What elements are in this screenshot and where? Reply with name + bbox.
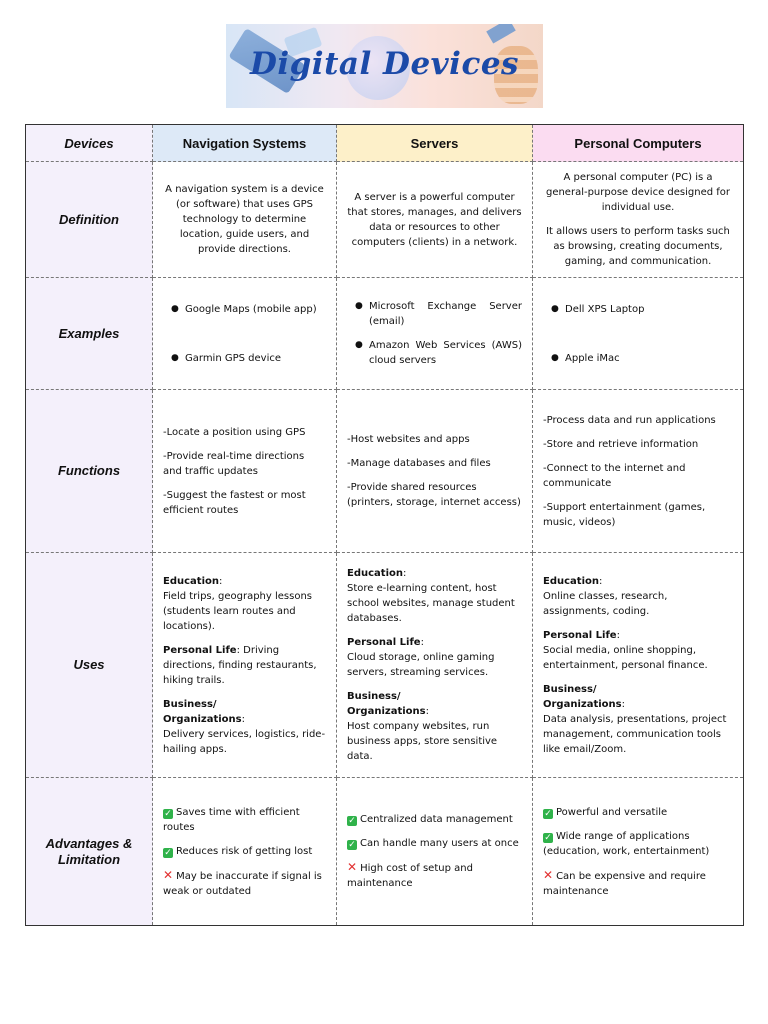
definition-nav-text: A navigation system is a device (or software) that uses GPS technology to determine location, guide users, and provide directions. [165,184,324,255]
list-item: ● Amazon Web Services (AWS) cloud servers [347,338,522,368]
pro-text: Powerful and versatile [556,806,668,818]
check-icon: ✓ [164,808,172,819]
functions-pc [533,390,744,553]
list-item: -Provide shared resources (printers, storage, internet access) [347,482,521,508]
definition-pc-text-2: It allows users to perform tasks such as browsing, creating documents, gaming, and communication. [546,226,730,267]
con-text: High cost of setup and maintenance [347,863,473,889]
uses-label: Personal Life [347,637,421,648]
examples-servers [337,278,533,390]
list-item: -Provide real-time directions and traffic updates [163,450,305,477]
cross-icon: ✕ [543,867,554,882]
pro-text: Can handle many users at once [360,838,519,849]
uses-label: Education [543,575,599,587]
row-label-uses: Uses [26,553,153,778]
uses-nav: Education: Field trips, geography lessons (students learn routes and locations). Personal Life: Driving directions, finding restaurants, hiking trails. Business/ Organizations: Delivery services, logistics, ride-hailing apps. [153,553,337,778]
list-item: ● Microsoft Exchange Server (email) [347,299,522,329]
definition-nav [153,162,337,278]
con-text: May be inaccurate if signal is weak or outdated [163,870,322,897]
functions-servers [337,390,533,553]
uses-label: Personal Life [543,629,617,641]
list-item: -Locate a position using GPS [163,426,306,438]
list-item: -Store and retrieve information [543,438,699,450]
uses-text: Host company websites, run business apps, store sensitive data. [347,721,498,762]
list-item: ● Dell XPS Laptop [543,302,733,317]
header-servers: Servers [337,125,533,162]
page-title: Digital Devices [249,46,520,82]
advantages-pc [533,778,744,926]
uses-pc: Education: Online classes, research, assignments, coding. Personal Life: Social media, online shopping, entertainment, personal finance. Business/ Organizations: Data analysis, presentations, project management, communication tools like email/Zoom. [533,553,744,778]
row-label-advantages [26,778,153,926]
pro-text: Reduces risk of getting lost [176,845,313,857]
examples-pc [533,278,744,390]
definition-pc [533,162,744,278]
check-icon: ✓ [544,808,552,819]
definition-servers [337,162,533,278]
uses-text: Online classes, research, assignments, coding. [543,590,668,617]
list-item: ● Garmin GPS device [163,351,326,366]
advantages-servers [337,778,533,926]
row-label-definition: Definition [26,162,153,278]
list-item: ● Google Maps (mobile app) [163,302,326,317]
list-item: -Process data and run applications [543,414,716,426]
row-label-functions: Functions [26,390,153,553]
list-item: -Manage databases and files [347,458,491,469]
header-personal-computers: Personal Computers [533,125,744,162]
cross-icon: ✕ [163,867,174,882]
uses-text: Social media, online shopping, entertainment, personal finance. [543,644,708,671]
uses-label: Business/ [347,691,401,702]
uses-label: Personal Life [163,644,237,656]
uses-label: Organizations [347,706,426,717]
uses-servers: Education: Store e-learning content, host school websites, manage student databases. Personal Life: Cloud storage, online gaming servers, streaming services. Business/ Organizations: Host company websites, run business apps, store sensitive data. [337,553,533,778]
con-text: Can be expensive and require maintenance [543,870,706,897]
header-navigation-systems: Navigation Systems [153,125,337,162]
uses-label: Business/ [163,698,217,710]
uses-text: Field trips, geography lessons (students learn routes and locations). [163,590,312,632]
uses-text: Data analysis, presentations, project management, communication tools like email/Zoom. [543,713,727,755]
uses-label: Education [163,575,219,587]
check-icon: ✓ [544,832,552,843]
definition-servers-text: A server is a powerful computer that stores, manages, and delivers data or resources to other computers (clients) in a network. [347,191,522,248]
uses-label: Education [347,568,403,579]
title-banner [226,24,543,108]
list-item: -Connect to the internet and communicate [543,462,686,489]
row-label-examples: Examples [26,278,153,390]
uses-label: Organizations [163,713,242,725]
check-icon: ✓ [348,816,356,826]
definition-pc-text-1: A personal computer (PC) is a general-purpose device designed for individual use. [545,172,731,213]
uses-text: Delivery services, logistics, ride-hailing apps. [163,728,326,755]
devices-table [25,124,744,926]
decor-shape [486,24,516,44]
list-item: -Suggest the fastest or most efficient routes [163,489,306,516]
list-item: ● Apple iMac [543,351,733,366]
header-devices: Devices [26,125,153,162]
cross-icon: ✕ [347,860,358,874]
check-icon: ✓ [164,847,172,858]
uses-label: Organizations [543,698,622,710]
row-label-line: Advantages & [45,835,133,851]
functions-nav [153,390,337,553]
uses-label: Business/ [543,683,597,695]
pro-text: Saves time with efficient routes [163,806,300,833]
examples-nav [153,278,337,390]
check-icon: ✓ [348,840,356,850]
row-label-line: Limitation [57,851,121,867]
pro-text: Centralized data management [360,814,513,825]
list-item: -Host websites and apps [347,434,470,445]
uses-text: Cloud storage, online gaming servers, streaming services. [347,652,495,678]
list-item: -Support entertainment (games, music, videos) [543,501,706,528]
pro-text: Wide range of applications (education, work, entertainment) [543,830,710,857]
uses-text: Store e-learning content, host school websites, manage student databases. [347,583,515,624]
advantages-nav [153,778,337,926]
uses-text: Driving directions, finding restaurants, hiking trails. [163,644,317,686]
